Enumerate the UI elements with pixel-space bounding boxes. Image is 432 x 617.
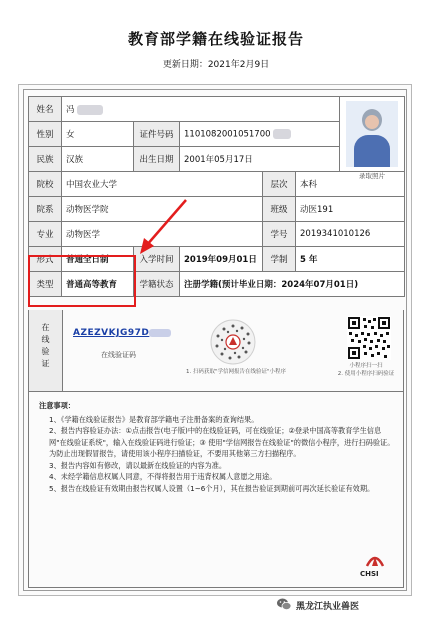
- birth-label: 出生日期: [134, 147, 180, 172]
- form-label: 形式: [29, 247, 62, 272]
- photo-face: [365, 115, 379, 129]
- dept-value: 动物医学院: [62, 197, 263, 222]
- redaction-blur: [273, 129, 291, 139]
- wechat-icon: [276, 596, 292, 612]
- redaction-blur: [77, 105, 103, 115]
- note-item: 4、未经学籍信息权属人同意，不得将报告用于违背权属人意愿之用途。: [49, 472, 277, 481]
- verify-label-char: 线: [41, 335, 50, 344]
- enroll-label: 入学时间: [134, 247, 180, 272]
- photo-frame: [346, 101, 398, 167]
- status-value: 注册学籍(预计毕业日期：2024年07月01日): [180, 272, 405, 297]
- verify-code-link[interactable]: AZEZVKJG97D: [73, 328, 171, 338]
- major-label: 专业: [29, 222, 62, 247]
- verify-label-char: 验: [41, 347, 50, 356]
- school-value: 中国农业大学: [62, 172, 263, 197]
- class-value: 动医191: [296, 197, 405, 222]
- chsi-brand: CHSI: [360, 570, 379, 578]
- online-verify-section: [28, 310, 404, 392]
- stuid-label: 学号: [263, 222, 296, 247]
- stuid-value: 2019341010126: [296, 222, 405, 247]
- length-value: 5 年: [296, 247, 405, 272]
- highlight-box: [28, 255, 136, 307]
- verify-label-char: 在: [41, 323, 50, 332]
- photo-body: [354, 135, 390, 167]
- ethnic-value: 汉族: [62, 147, 134, 172]
- gender-label: 性别: [29, 122, 62, 147]
- report-inner-frame: [23, 89, 407, 591]
- qr-caption-line: 2. 使用小程序扫码验证: [337, 371, 395, 377]
- status-label: 学籍状态: [134, 272, 180, 297]
- report-title: 教育部学籍在线验证报告: [127, 30, 304, 48]
- length-label: 学制: [263, 247, 296, 272]
- verify-label-char: 证: [41, 359, 50, 368]
- mini-program-code-icon[interactable]: [209, 318, 257, 366]
- red-arrow-icon: [134, 196, 194, 258]
- form-value: 普通全日制: [62, 247, 134, 272]
- type-label: 类型: [29, 272, 62, 297]
- ethnic-label: 民族: [29, 147, 62, 172]
- chsi-logo-icon: [364, 548, 386, 570]
- watermark: 黑龙江执业兽医: [296, 602, 360, 612]
- dept-label: 院系: [29, 197, 62, 222]
- type-value: 普通高等教育: [62, 272, 134, 297]
- qr-caption: [325, 362, 407, 378]
- mini-program-caption: 1. 扫码获取"学信网报告在线验证"小程序: [185, 369, 287, 375]
- note-item: 1、《学籍在线验证报告》是教育部学籍电子注册备案的查询结果。: [49, 414, 259, 424]
- level-label: 层次: [263, 172, 296, 197]
- note-item: 2、报告内容验证办法：①点击报告(电子版)中的在线验证码，可在线验证；②登录中国高等教育学生信息网"在线验证系统"，输入在线验证码进行验证；③ 使用"学信网报告在线验证"的微信小程序，进行扫码验证。为防止出现假冒报告，请使用该小程序扫描验证，不要用其他第三方扫描程序。: [49, 426, 395, 458]
- verify-code-caption: 在线验证码: [101, 351, 136, 359]
- major-value: 动物医学: [62, 222, 263, 247]
- redaction-blur: [149, 329, 171, 337]
- note-item: 3、报告内容如有修改，请以最新在线验证的内容为准。: [49, 460, 227, 470]
- photo-caption: 录取照片: [359, 172, 386, 180]
- idno-label: 证件号码: [134, 122, 180, 147]
- enroll-value: 2019年09月01日: [180, 247, 263, 272]
- gender-value: 女: [62, 122, 134, 147]
- notes-heading: 注意事项：: [39, 401, 75, 410]
- birth-value: 2001年05月17日: [180, 147, 340, 172]
- note-item: 5、报告在线验证有效期由报告权属人设置（1~6个月），其在报告验证到期前可再次延长验证有效期。: [49, 483, 375, 493]
- name-label: 姓名: [29, 97, 62, 122]
- verify-label: [29, 310, 63, 391]
- qr-code-icon[interactable]: [347, 316, 391, 360]
- class-label: 班级: [263, 197, 296, 222]
- name-value: 冯: [62, 97, 340, 122]
- level-value: 本科: [296, 172, 405, 197]
- qr-caption-line: 小程序扫一扫: [349, 363, 383, 369]
- report-document: [18, 84, 412, 596]
- idno-value: 1101082001051700: [180, 122, 340, 147]
- notes-section: [28, 392, 404, 588]
- school-label: 院校: [29, 172, 62, 197]
- update-date: 更新日期：2021年2月9日: [162, 60, 270, 70]
- admission-photo: [340, 97, 405, 180]
